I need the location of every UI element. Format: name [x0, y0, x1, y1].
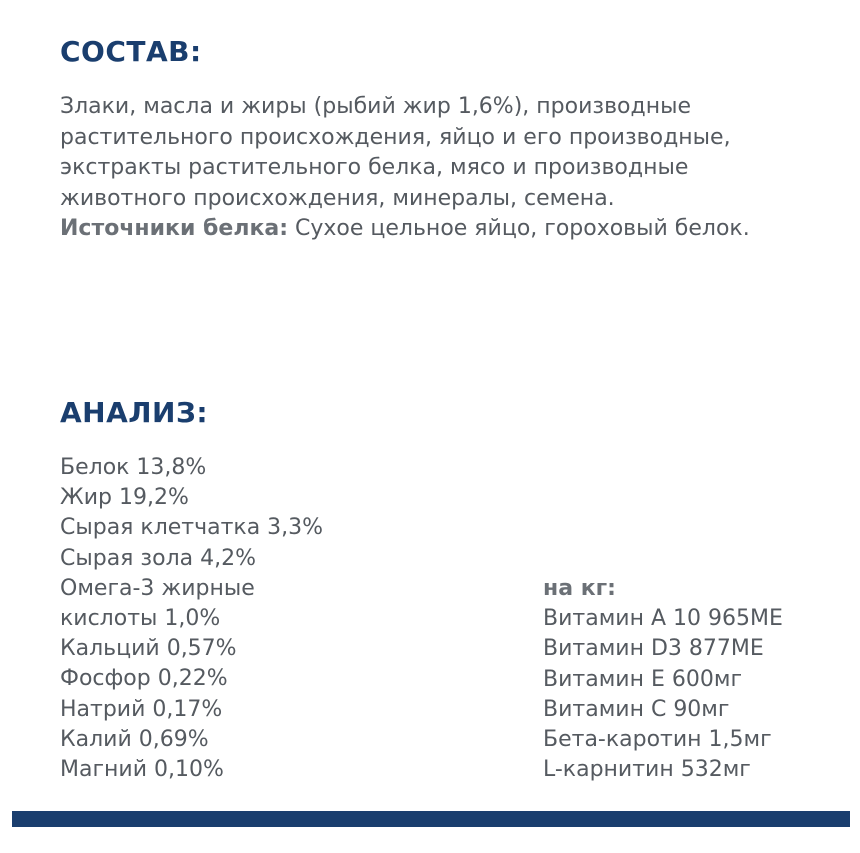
vitamin-item: Витамин D3 877МЕ [543, 636, 764, 662]
analysis-item: Кальций 0,57% [60, 636, 237, 662]
analysis-item: Омега-3 жирные [60, 575, 255, 601]
composition-line: животного происхождения, минералы, семена. [60, 185, 615, 211]
protein-sources-value: Сухое цельное яйцо, гороховый белок. [288, 216, 750, 241]
analysis-item: Натрий 0,17% [60, 696, 223, 722]
footer-bar [12, 811, 850, 827]
composition-text [60, 92, 840, 245]
analysis-heading: АНАЛИЗ: [60, 396, 209, 429]
composition-heading: СОСТАВ: [60, 35, 202, 68]
analysis-item: Сырая зола 4,2% [60, 545, 256, 571]
vitamin-item: Витамин С 90мг [543, 696, 730, 722]
analysis-item: Магний 0,10% [60, 757, 224, 783]
analysis-list [60, 453, 323, 785]
analysis-item: Калий 0,69% [60, 726, 209, 752]
protein-sources-line [60, 214, 840, 245]
analysis-item: Сырая клетчатка 3,3% [60, 515, 324, 541]
analysis-item: Фосфор 0,22% [60, 666, 228, 692]
vitamins-list [543, 574, 783, 785]
composition-line: экстракты растительного белка, мясо и производные [60, 155, 689, 180]
vitamin-item: Бета-каротин 1,5мг [543, 727, 772, 753]
composition-line: Злаки, масла и жиры (рыбий жир 1,6%), производные [60, 94, 692, 119]
vitamin-item: L-карнитин 532мг [543, 757, 751, 783]
vitamins-heading: на кг: [543, 576, 616, 601]
analysis-item: Жир 19,2% [60, 485, 189, 511]
analysis-item: Белок 13,8% [60, 455, 207, 480]
analysis-item: кислоты 1,0% [60, 606, 221, 632]
protein-sources-label: Источники белка: [60, 216, 289, 241]
vitamin-item: Витамин Е 600мг [543, 666, 742, 692]
composition-line: растительного происхождения, яйцо и его производные, [60, 124, 731, 150]
vitamin-item: Витамин А 10 965МЕ [543, 606, 783, 632]
